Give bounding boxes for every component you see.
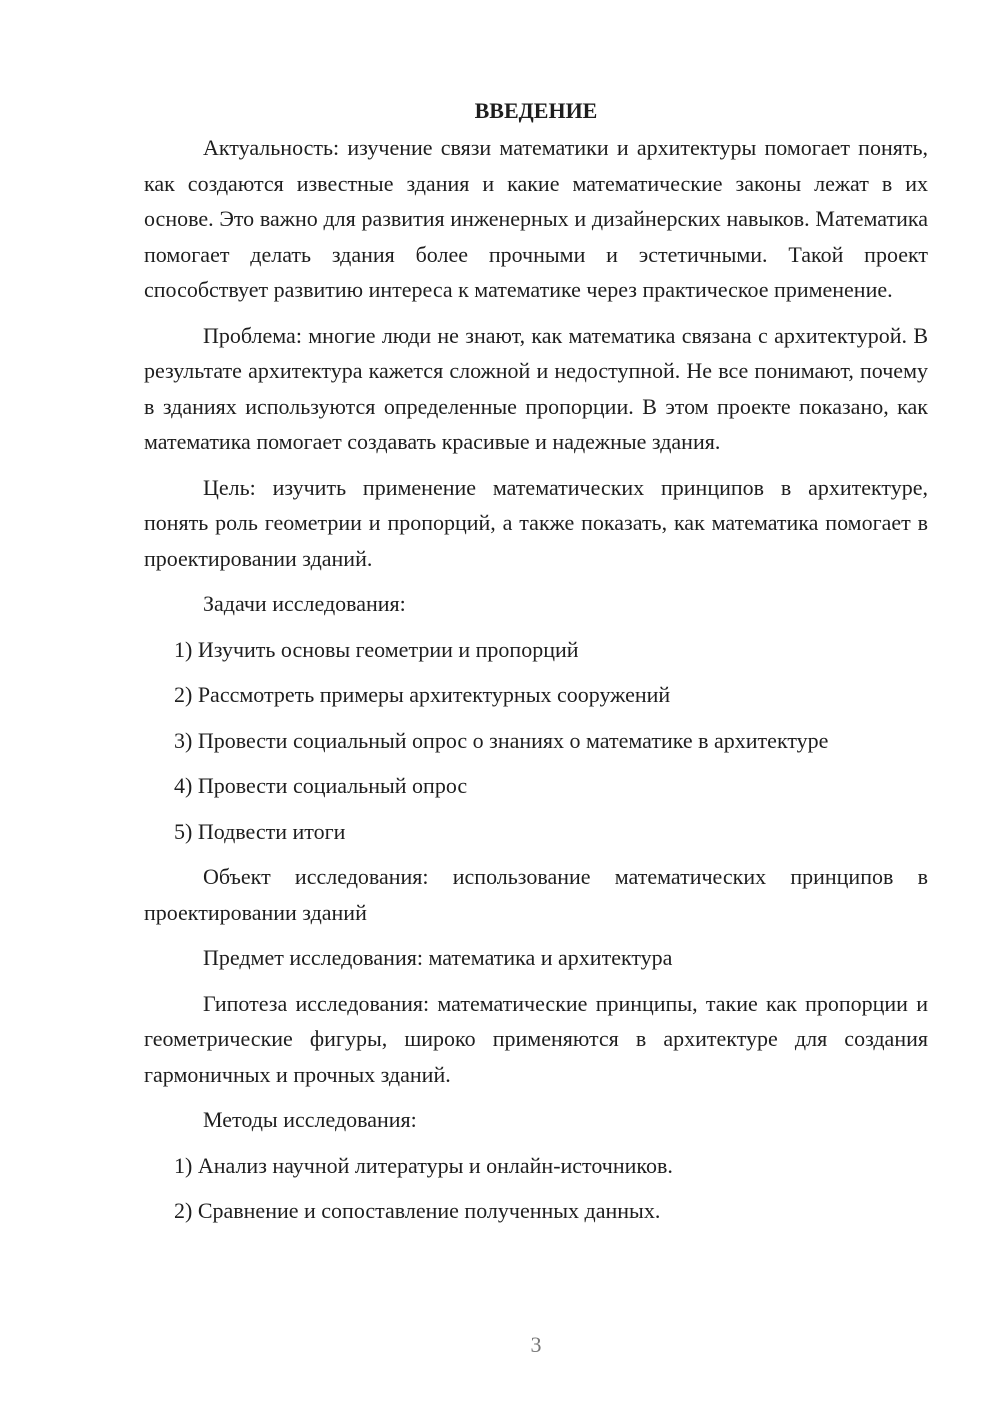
paragraph-subject: Предмет исследования: математика и архитектура: [203, 945, 673, 970]
list-item: 2) Рассмотреть примеры архитектурных сооружений: [174, 682, 671, 707]
list-item: 4) Провести социальный опрос: [174, 773, 468, 798]
paragraph-problem: Проблема: многие люди не знают, как математика связана с архитектурой. В результате архитектура кажется сложной и недоступной. Не все понимают, почему в зданиях используются определенные пропорции. В этом проекте показано, как математика помогает создавать красивые и надежные здания.: [144, 322, 928, 454]
paragraph-hypothesis: Гипотеза исследования: математические принципы, такие как пропорции и геометрические фигуры, широко применяются в архитектуре для создания гармоничных и прочных зданий.: [144, 990, 928, 1087]
tasks-label: Задачи исследования:: [203, 591, 406, 616]
list-item: 2) Сравнение и сопоставление полученных данных.: [174, 1198, 661, 1223]
document-page: [144, 96, 928, 1239]
list-item: 1) Анализ научной литературы и онлайн-источников.: [174, 1152, 673, 1178]
page-number: 3: [530, 1332, 542, 1357]
page-title: ВВЕДЕНИЕ: [474, 98, 598, 123]
tasks-list: [144, 632, 928, 850]
paragraph-relevance: Актуальность: изучение связи математики и архитектуры помогает понять, как создаются известные здания и какие математические законы лежат в их основе. Это важно для развития инженерных и дизайнерских навыков. Математика помогает делать здания более прочными и эстетичными. Такой проект способствует развитию интереса к математике через практическое применение.: [144, 135, 928, 302]
paragraph-goal: Цель: изучить применение математических принципов в архитектуре, понять роль геометрии и пропорций, а также показать, как математика помогает в проектировании зданий.: [144, 474, 928, 571]
methods-list: [144, 1148, 928, 1229]
list-item: 3) Провести социальный опрос о знаниях о математике в архитектуре: [174, 727, 829, 753]
list-item: 5) Подвести итоги: [174, 818, 346, 844]
paragraph-object: Объект исследования: использование математических принципов в проектировании зданий: [144, 864, 928, 925]
list-item: 1) Изучить основы геометрии и пропорций: [174, 636, 579, 662]
methods-label: Методы исследования:: [203, 1107, 417, 1132]
